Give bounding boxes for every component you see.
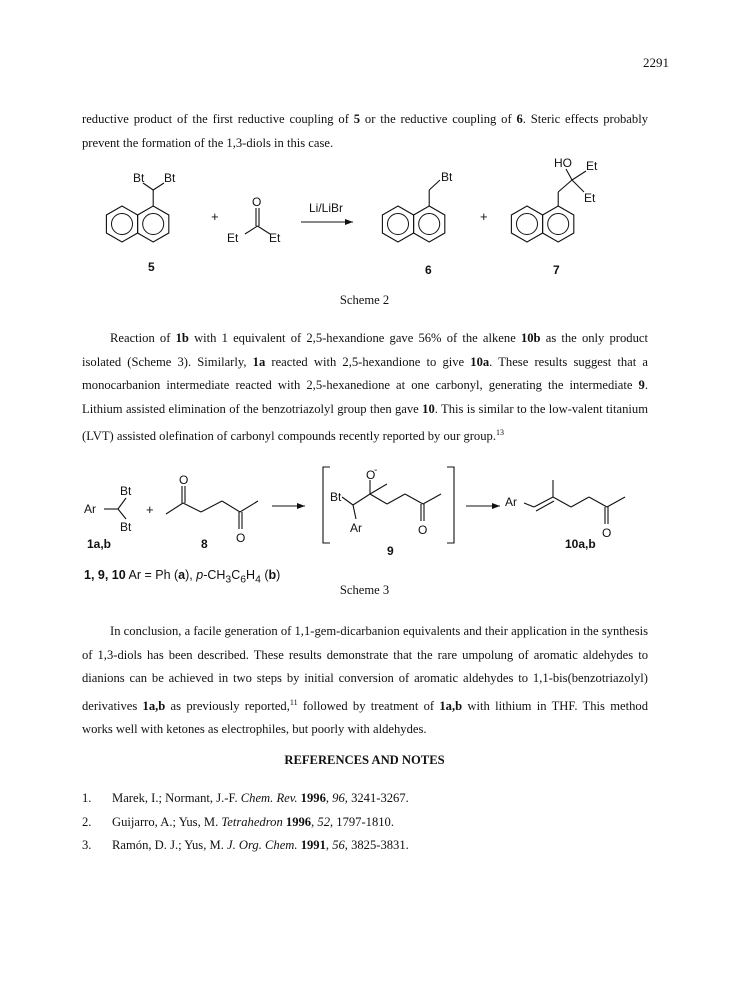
legend-text-3: -CH — [203, 568, 226, 582]
legend-subscript-2: 6 — [240, 574, 247, 586]
results-compound-10a: 10a — [470, 354, 490, 369]
conclusion-text-1: In conclusion, a facile generation of 1,1-gem-dicarbanion equivalents and their application in the synthesis of 1,3-diols has been described. These results demonstrate that the rare umpolung of aromatic aldehydes to dianions can be achieved in two steps by initial conversion of aromatic aldehydes to 1,1-bis(benzotriazolyl) derivatives — [82, 624, 648, 713]
reference-volume: 96 — [332, 791, 345, 805]
reference-number: 1. — [82, 791, 92, 805]
intro-text-2: or the reductive coupling of — [360, 112, 517, 126]
intro-text-3: . Steric effects probably prevent the formation of the 1,3-diols in this case. — [82, 112, 648, 150]
oxygen-label-top: O — [179, 473, 189, 487]
reference-journal: J. Org. Chem. — [227, 838, 298, 852]
reference-pages: , 1797-1810. — [329, 815, 394, 829]
alkoxide-oxygen-label: O — [366, 468, 376, 482]
ethyl-label-right: Et — [269, 231, 281, 245]
plus-sign: + — [211, 209, 219, 224]
conclusion-compound-1ab-2: 1a,b — [439, 698, 463, 713]
intro-paragraph — [82, 108, 648, 155]
conclusion-text-3: followed by treatment of — [297, 698, 440, 713]
scheme-3-caption: Scheme 3 — [339, 583, 390, 597]
legend-text-6: ( — [260, 568, 269, 582]
oxygen-label-bottom: O — [236, 531, 246, 545]
legend-subscript-1: 3 — [225, 574, 232, 586]
results-paragraph — [82, 327, 648, 449]
legend-text-7: ) — [276, 568, 281, 582]
scheme-2-diagram — [0, 150, 729, 310]
scheme-2-caption: Scheme 2 — [339, 293, 390, 307]
legend-text-2: ), — [185, 568, 197, 582]
reference-item: 2. Guijarro, A.; Yus, M. Tetrahedron 1996, 52, 1797-1810. — [82, 815, 394, 829]
ethyl-label-bottom: Et — [584, 191, 596, 205]
conclusion-paragraph — [82, 620, 648, 742]
compound-label-5: 5 — [148, 260, 155, 274]
reference-authors: Guijarro, A.; Yus, M. — [112, 815, 222, 829]
reference-number: 3. — [82, 838, 92, 852]
aryl-label-product: Ar — [505, 495, 517, 509]
bt-label-bottom: Bt — [120, 520, 132, 534]
compound-label-7: 7 — [553, 263, 560, 277]
ethyl-label-top: Et — [586, 159, 598, 173]
oxygen-label-intermediate: O — [418, 523, 428, 537]
legend-subscript-3: 4 — [255, 574, 261, 586]
results-text-5: . These results suggest that a monocarbanion intermediate reacted with 2,5-hexanedione at one carbonyl, generating the intermediate — [82, 354, 648, 392]
compound-label-8: 8 — [201, 537, 208, 551]
results-text-2: with 1 equivalent of 2,5-hexandione gave 56% of the alkene — [188, 331, 521, 345]
results-text-6: . Lithium assisted elimination of the benzotriazolyl group then gave — [82, 378, 648, 416]
bt-label-product: Bt — [441, 170, 453, 184]
results-text-4: reacted with 2,5-hexandione to give — [265, 354, 471, 369]
compound-label-1ab: 1a,b — [87, 537, 112, 551]
intro-compound-5: 5 — [353, 112, 361, 126]
results-compound-10: 10 — [422, 401, 435, 416]
legend-text-4: C — [231, 568, 241, 582]
legend-para-prefix: p — [196, 568, 204, 582]
aryl-label: Ar — [84, 502, 96, 516]
intro-compound-6: 6 — [516, 112, 523, 126]
legend-variant-a: a — [178, 568, 186, 582]
reference-year: 1996 — [297, 791, 326, 805]
citation-11: 11 — [289, 697, 298, 707]
conclusion-text-2: as previously reported, — [165, 698, 290, 713]
bt-label-intermediate: Bt — [330, 490, 342, 504]
citation-13: 13 — [495, 428, 504, 437]
reference-journal: Tetrahedron — [221, 815, 283, 829]
legend-text-1: Ar = Ph ( — [125, 568, 179, 582]
oxygen-label-product: O — [602, 526, 612, 540]
reference-number: 2. — [82, 815, 92, 829]
conclusion-compound-1ab: 1a,b — [142, 698, 166, 713]
results-compound-1a: 1a — [252, 354, 266, 369]
reference-pages: , 3825-3831. — [344, 838, 409, 852]
negative-charge-label: - — [374, 465, 378, 476]
results-compound-10b: 10b — [520, 331, 541, 345]
legend-text-5: H — [246, 568, 256, 582]
legend-variant-b: b — [268, 568, 277, 582]
results-compound-1b: 1b — [175, 331, 189, 345]
reference-journal: Chem. Rev. — [240, 791, 298, 805]
plus-sign: + — [480, 209, 488, 224]
reagent-label: Li/LiBr — [309, 201, 344, 215]
intro-text-1: reductive product of the first reductive coupling of — [82, 112, 354, 126]
aryl-label-intermediate: Ar — [350, 521, 362, 535]
results-text-3: as the only product isolated (Scheme 3). Similarly, — [82, 331, 648, 369]
reference-volume: 56 — [332, 838, 345, 852]
oxygen-label: O — [252, 195, 262, 209]
compound-label-10ab: 10a,b — [565, 537, 596, 551]
reference-year: 1991 — [297, 838, 326, 852]
page-number: 2291 — [643, 55, 669, 70]
reference-item: 1. Marek, I.; Normant, J.-F. Chem. Rev. 1996, 96, 3241-3267. — [82, 791, 409, 805]
reference-item: 3. Ramón, D. J.; Yus, M. J. Org. Chem. 1991, 56, 3825-3831. — [82, 838, 409, 852]
legend-compound-numbers: 1, 9, 10 — [84, 568, 126, 582]
results-compound-9: 9 — [638, 378, 645, 392]
reference-authors: Ramón, D. J.; Yus, M. — [112, 838, 227, 852]
hydroxyl-label: HO — [554, 156, 572, 170]
scheme-3-diagram — [0, 455, 729, 565]
compound-label-6: 6 — [425, 263, 432, 277]
conclusion-text-4: with lithium in THF. This method works well with ketones as electrophiles, but poorly with aldehydes. — [82, 698, 648, 737]
results-text-7: . This is similar to the low-valent titanium (LVT) assisted olefination of carbonyl compounds recently reported by our group. — [82, 401, 648, 444]
bt-label-left: Bt — [133, 171, 145, 185]
bt-label-top: Bt — [120, 484, 132, 498]
compound-label-9: 9 — [387, 544, 394, 558]
bt-label-right: Bt — [164, 171, 176, 185]
reference-year: 1996 — [282, 815, 312, 829]
results-text-1: Reaction of — [110, 331, 176, 345]
reference-volume: 52 — [317, 815, 330, 829]
reference-pages: , 3241-3267. — [344, 791, 409, 805]
references-heading: REFERENCES AND NOTES — [284, 753, 445, 767]
ethyl-label-left: Et — [227, 231, 239, 245]
reference-authors: Marek, I.; Normant, J.-F. — [112, 791, 241, 805]
plus-sign: + — [146, 502, 154, 517]
